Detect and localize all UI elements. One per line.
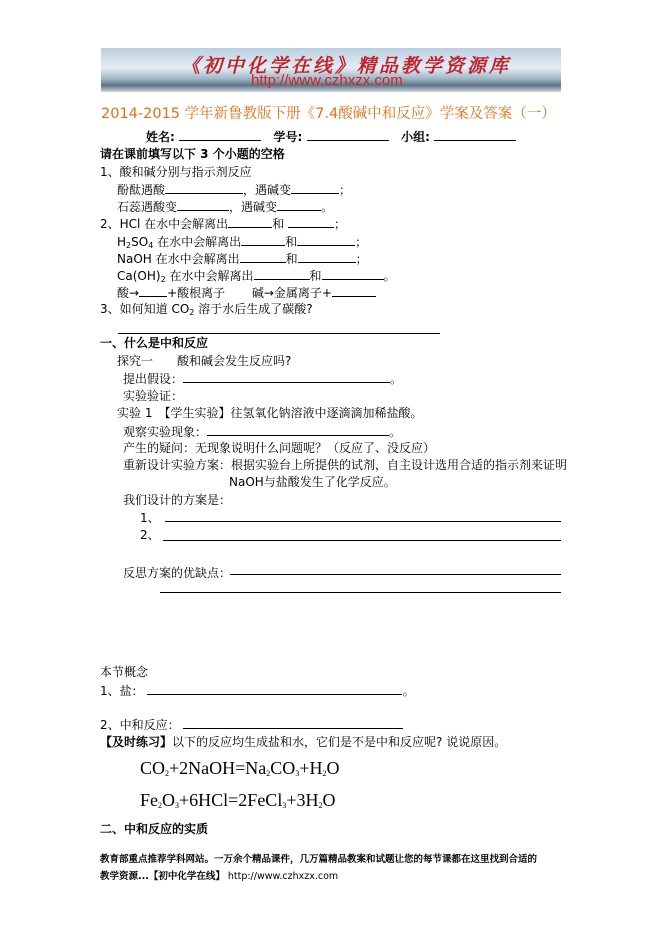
experiment-1: 实验 1 【学生实验】往氢氧化钠溶液中逐滴滴加稀盐酸。 [117, 406, 423, 420]
blank[interactable] [277, 198, 321, 211]
plan-2-line[interactable] [163, 540, 561, 541]
group-blank[interactable] [434, 128, 516, 141]
plan-1-line[interactable] [165, 521, 561, 522]
section1-heading: 一、什么是中和反应 [100, 336, 209, 350]
banner-url: http://www.czhxzx.com [251, 72, 403, 89]
blank[interactable] [147, 682, 402, 695]
blank[interactable] [139, 284, 167, 297]
reflect-line-2[interactable] [160, 592, 561, 593]
blank[interactable] [177, 198, 229, 211]
blank[interactable] [165, 181, 243, 194]
concept-neutral: 2、中和反应： [100, 716, 403, 733]
blank[interactable] [332, 284, 376, 297]
number-label: 学号: [273, 130, 303, 144]
name-label: 姓名: [146, 130, 175, 144]
pre-heading: 请在课前填写以下 3 个小题的空格 [100, 147, 285, 161]
our-plan: 我们设计的方案是： [123, 493, 232, 507]
blank[interactable] [183, 716, 403, 729]
q1b: 石蕊遇酸变 ，遇碱变 。 [117, 200, 334, 214]
plan-1: 1、 [140, 511, 160, 525]
blank[interactable] [297, 233, 355, 246]
blank[interactable] [183, 370, 390, 383]
q3: 3、如何知道 $CO_2$ 溶于水后生成了碳酸? [100, 302, 313, 317]
question: 产生的疑问：无现象说明什么问题呢？（反应了、没反应） [123, 441, 436, 455]
practice: 【及时练习】以下的反应均生成盐和水，它们是不是中和反应呢? 说说原因。 [100, 735, 507, 749]
blank[interactable] [291, 181, 339, 194]
footer-link[interactable]: http://www.czhxzx.com [227, 871, 339, 882]
section2-heading: 二、中和反应的实质 [100, 822, 209, 836]
answer-line[interactable] [118, 333, 440, 334]
redesign-2: NaOH与盐酸发生了化学反应。 [229, 475, 396, 489]
document-title: 2014-2015 学年新鲁教版下册《7.4酸碱中和反应》学案及答案（一） [101, 106, 556, 122]
blank[interactable] [254, 267, 310, 280]
q2-h2so4: $H_2SO_4$ 在水中会解离出 和 ； [117, 235, 368, 250]
concept-salt: 1、盐： 。 [100, 684, 415, 698]
explore-1: 探究一 酸和碱会发生反应吗? [117, 354, 292, 368]
reflect: 反思方案的优缺点： [123, 566, 232, 580]
q1: 1、酸和碱分别与指示剂反应 [100, 165, 252, 179]
footer-line-1: 教育部重点推荐学科网站。一万余个精品课件，几万篇精品教案和试题让您的每节课都在这里找到合适的 [100, 854, 538, 865]
q2: 2、HCl 在水中会解离出 和 ； [100, 217, 347, 231]
q2-caoh2: $Ca(OH)_2$ 在水中会解离出 和 。 [117, 269, 396, 284]
acid-base-ions: 酸→ +酸根离子 碱→金属离子+ [117, 284, 376, 301]
blank[interactable] [298, 250, 356, 263]
hypothesis: 提出假设： 。 [123, 372, 403, 386]
verify: 实验验证： [123, 389, 184, 403]
blank[interactable] [288, 215, 334, 228]
equation-2: $Fe_2O_3+6HCl=2FeCl_3+3H_2O$ [140, 790, 336, 810]
q1a: 酚酞遇酸 ，遇碱变 ； [117, 183, 352, 197]
blank[interactable] [241, 233, 285, 246]
blank[interactable] [322, 267, 384, 280]
student-info-row [146, 128, 516, 145]
blank[interactable] [207, 423, 389, 436]
reflect-line[interactable] [230, 574, 561, 575]
banner-title: 《初中化学在线》精品教学资源库 [181, 55, 512, 77]
equation-1: $CO_2+2NaOH=Na_2CO_3+H_2O$ [140, 758, 340, 778]
blank[interactable] [240, 250, 286, 263]
blank[interactable] [228, 215, 272, 228]
site-banner [101, 48, 561, 92]
group-label: 小组: [401, 130, 430, 144]
observe: 观察实验现象： 。 [123, 425, 402, 439]
number-blank[interactable] [307, 128, 389, 141]
concept-heading: 本节概念 [100, 665, 149, 679]
q2-naoh: NaOH 在水中会解离出 和 ； [117, 252, 368, 266]
plan-2: 2、 [140, 528, 160, 542]
footer-line-2: 教学资源...【初中化学在线】 http://www.czhxzx.com [100, 871, 339, 882]
redesign: 重新设计实验方案：根据实验台上所提供的试剂，自主设计选用合适的指示剂来证明 [123, 458, 568, 472]
name-blank[interactable] [179, 128, 261, 141]
